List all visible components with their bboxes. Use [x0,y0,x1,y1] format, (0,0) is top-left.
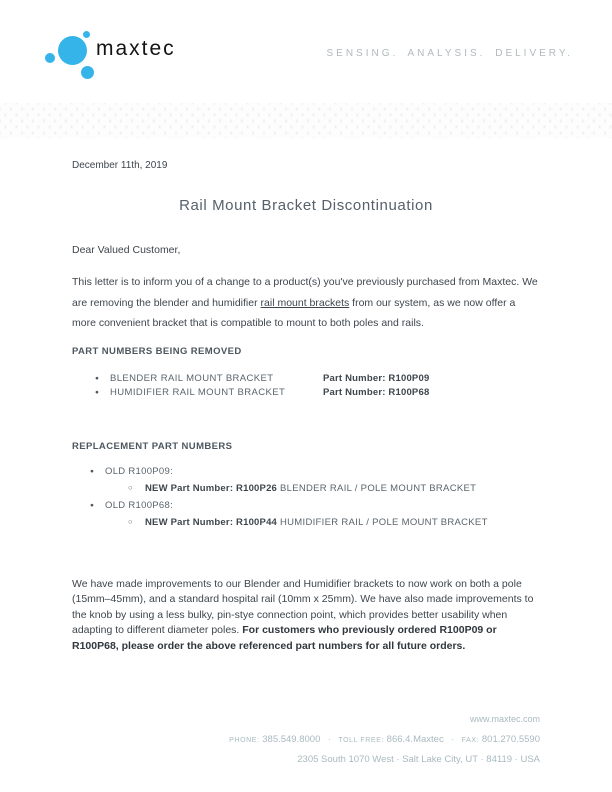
toll-free-number: 866.4.Maxtec [386,734,444,745]
new-part-description: BLENDER RAIL / POLE MOUNT BRACKET [277,483,477,494]
new-part-number: NEW Part Number: R100P44 [145,517,278,528]
replacement-parts-heading: REPLACEMENT PART NUMBERS [72,440,233,452]
removed-parts-list [72,372,540,400]
rail-mount-brackets-link[interactable]: rail mount brackets [260,296,350,309]
website-link[interactable]: www.maxtec.com [469,714,540,724]
logo-circle-bottom-icon [81,66,94,79]
page-footer [72,714,540,765]
intro-paragraph [72,272,540,334]
closing-text: We have made improvements to our Blender and Humidifier brackets to now work on both a pole (15mm–45mm), and a standard hospital rail (10mm x 25mm). We have also made improvements to the knob by using a less bulky, pin-stye connection point, which provides better usability when adapting to different diameter poles. [72,577,534,636]
old-part-number: OLD R100P09: [105,465,174,477]
bullet-icon: ● [95,388,99,396]
hollow-bullet-icon: ○ [128,483,133,492]
new-part-line [72,515,540,532]
maxtec-logo [44,28,184,83]
list-item [72,464,540,498]
removed-item-name: HUMIDIFIER RAIL MOUNT BRACKET [110,386,286,398]
old-part-number: OLD R100P68: [105,499,174,511]
replacement-parts-list [72,464,540,532]
header-tagline: SENSING. ANALYSIS. DELIVERY. [326,48,573,59]
page-header [0,0,612,103]
hollow-bullet-icon: ○ [128,517,133,526]
fax-number: 801.270.5590 [481,734,540,745]
old-part-line [72,464,540,482]
footer-website-line [72,714,540,725]
closing-paragraph [72,577,540,655]
logo-wordmark: maxtec [96,37,176,60]
decorative-dot-band [0,103,612,138]
removed-item-part-number: Part Number: R100P68 [323,386,430,398]
new-part-description: HUMIDIFIER RAIL / POLE MOUNT BRACKET [277,517,488,528]
letter-body [72,138,540,654]
bullet-icon: ● [90,467,94,475]
letter-title: Rail Mount Bracket Discontinuation [179,197,433,214]
phone-label: PHONE: [229,737,260,744]
letter-date: December 11th, 2019 [72,160,168,171]
old-part-line [72,498,540,516]
bullet-icon: ● [95,374,99,382]
intro-text-after: from our system, as we now offer a more convenient bracket that is compatible to mount to both poles and rails. [72,296,516,329]
toll-free-label: TOLL FREE: [338,737,385,744]
bullet-icon: ● [90,501,94,509]
logo-circle-large-icon [58,36,87,65]
logo-circle-top-icon [83,31,90,38]
list-item [72,498,540,532]
salutation: Dear Valued Customer, [72,244,181,256]
new-part-number: NEW Part Number: R100P26 [145,483,278,494]
separator-dot: · [328,735,331,744]
logo-circle-left-icon [45,53,55,63]
list-item [72,386,540,400]
footer-address-line: 2305 South 1070 West · Salt Lake City, UT · 84119 · USA [297,754,540,765]
list-item [72,372,540,386]
separator-dot: · [451,735,455,744]
fax-label: FAX: [461,737,480,744]
closing-bold-notice: For customers who previously ordered R100P09 or R100P68, please order the above referenced part numbers for all future orders. [72,624,497,652]
footer-phone-line [72,734,540,746]
intro-text-before: This letter is to inform you of a change to a product(s) you've previously purchased from Maxtec. We are removing the blender and humidifier [72,276,538,309]
new-part-line [72,481,540,498]
removed-item-part-number: Part Number: R100P09 [323,372,430,384]
phone-number: 385.549.8000 [262,734,321,745]
removed-item-name: BLENDER RAIL MOUNT BRACKET [110,372,274,384]
removed-parts-heading: PART NUMBERS BEING REMOVED [72,345,242,357]
